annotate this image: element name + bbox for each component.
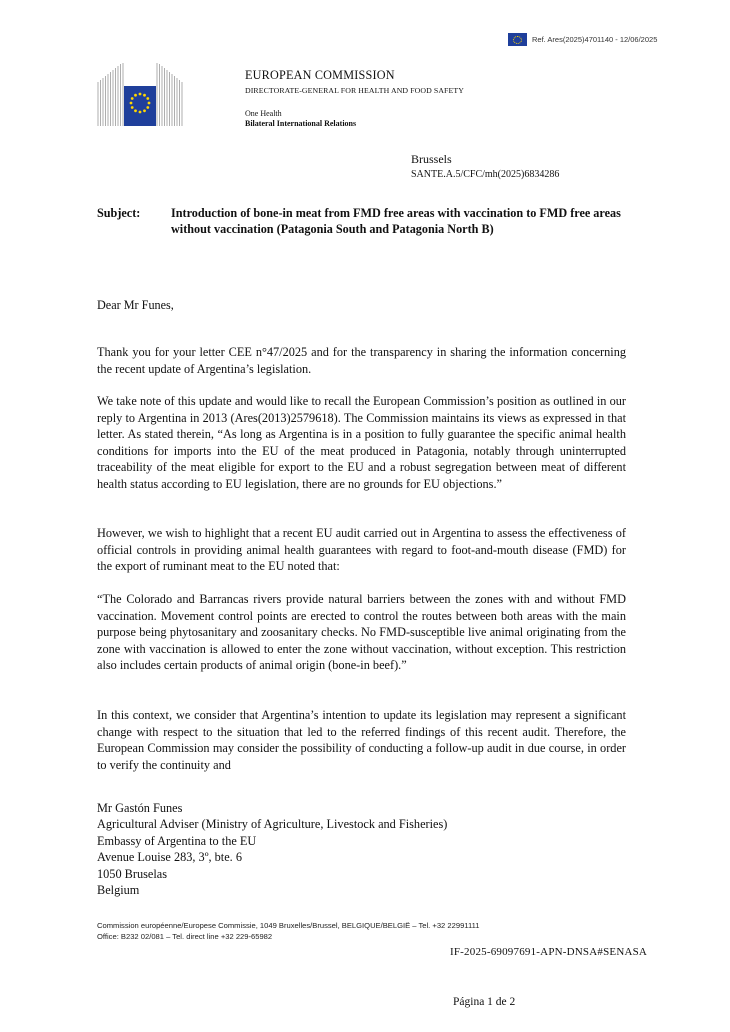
place-and-reference [411, 152, 559, 182]
footer-office: Office: B232 02/081 – Tel. direct line +32 229-65982 [97, 931, 273, 941]
paragraph: In this context, we consider that Argentina’s intention to update its legislation may represent a significant change with respect to the situation that led to the referred findings of this recent audit. Therefore, the European Commission may consider the possibility of conducting a follow-up audit in due course, in order to verify the continuity and [97, 708, 626, 772]
subject-line [97, 205, 627, 237]
organisation-name: EUROPEAN COMMISSION [245, 68, 395, 82]
paragraph: We take note of this update and would like to recall the European Commission’s position as outlined in our reply to Argentina in 2013 (Ares(2013)2579618). The Commission maintains its views as expressed in that letter. As stated therein, “As long as Argentina is in a position to fully guarantee the specific animal health conditions for imports into the EU of the meat produced in Patagonia, notably through uninterrupted traceability of the meat eligible for export to the EU and a robust segregation between meat of different health status according to EU legislation, there are no grounds for EU objections.” [97, 394, 626, 491]
paragraph: Thank you for your letter CEE n°47/2025 and for the transparency in sharing the information concerning the recent update of Argentina’s legislation. [97, 345, 626, 376]
ares-stamp [508, 33, 657, 46]
recipient-name: Mr Gastón Funes [97, 801, 183, 815]
unit-subname: Bilateral International Relations [245, 119, 357, 128]
letterhead [245, 68, 464, 128]
recipient-city: 1050 Bruselas [97, 866, 168, 881]
subject-text: Introduction of bone-in meat from FMD free areas with vaccination to FMD free areas without vaccination (Patagonia South and Patagonia North B) [171, 206, 621, 236]
ares-reference: Ref. Ares(2025)4701140 - 12/06/2025 [532, 35, 658, 44]
reference-number: SANTE.A.5/CFC/mh(2025)6834286 [411, 169, 560, 180]
footer [97, 921, 480, 942]
recipient-organisation: Embassy of Argentina to the EU [97, 833, 257, 848]
eu-flag-icon [508, 33, 527, 46]
directorate-general: DIRECTORATE-GENERAL FOR HEALTH AND FOOD SAFETY [245, 86, 464, 95]
unit-name: One Health [245, 109, 282, 118]
document-id: IF-2025-69097691-APN-DNSA#SENASA [450, 946, 648, 958]
recipient-title: Agricultural Adviser (Ministry of Agriculture, Livestock and Fisheries) [97, 817, 448, 832]
greeting: Dear Mr Funes, [97, 298, 174, 312]
page-number: Página 1 de 2 [453, 996, 516, 1008]
footer-address: Commission européenne/Europese Commissie, 1049 Bruxelles/Brussel, BELGIQUE/BELGIË – Tel. +32 22991111 [97, 921, 480, 930]
european-commission-logo [96, 62, 184, 128]
paragraph: However, we wish to highlight that a recent EU audit carried out in Argentina to assess the effectiveness of official controls in providing animal health guarantees with regard to foot-and-mouth disease (FMD) for the export of ruminant meat to the EU noted that: [97, 526, 626, 574]
recipient-street: Avenue Louise 283, 3º, bte. 6 [97, 850, 242, 865]
recipient-country: Belgium [97, 883, 140, 898]
place: Brussels [411, 152, 452, 166]
recipient-address [97, 800, 447, 898]
subject-label: Subject: [97, 206, 141, 220]
quoted-paragraph: “The Colorado and Barrancas rivers provide natural barriers between the zones with and without FMD vaccination. Movement control points are erected to control the routes between both areas with the main purpose being phytosanitary and zoosanitary checks. No FMD-susceptible live animal originating from the zone with vaccination is allowed to enter the zone without vaccination, without exception. This restriction also includes certain products of animal origin (bone-in beef).” [97, 592, 626, 673]
